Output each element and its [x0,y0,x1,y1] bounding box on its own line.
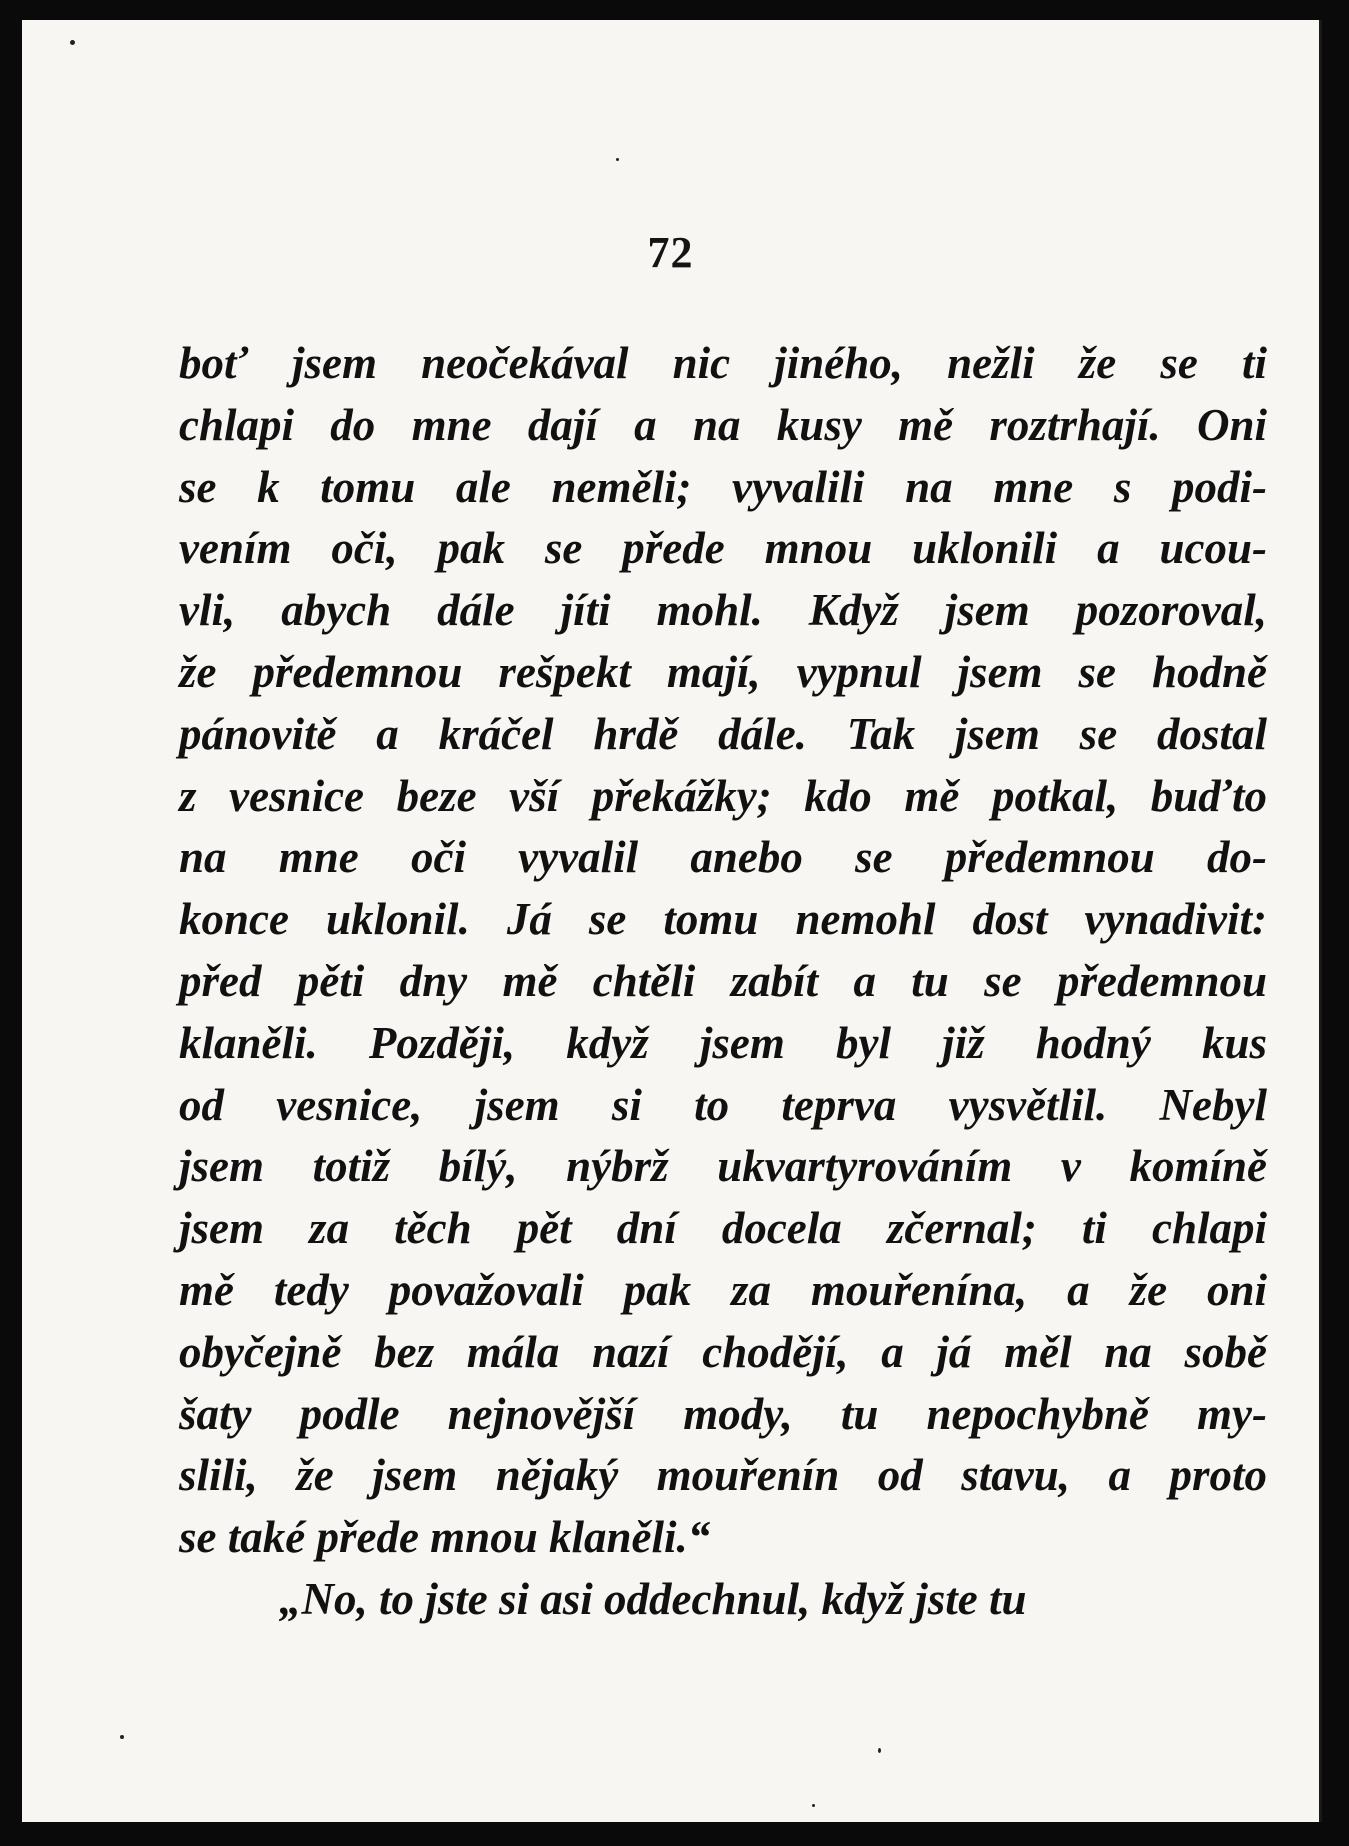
text-line-11: před pěti dny mě chtěli zabít a tu se předemnou [179,955,1267,1006]
text-line-7: pánovitě a kráčel hrdě dále. Tak jsem se dostal [179,708,1267,759]
text-line-6: že předemnou rešpekt mají, vypnul jsem se hodně [179,646,1267,697]
text-line-4: vením oči, pak se přede mnou uklonili a ucou- [179,523,1267,574]
body-text [179,333,1267,1631]
scan-speck [616,158,619,161]
text-line-18: šaty podle nejnovější mody, tu nepochybně my- [179,1388,1267,1439]
scan-speck [878,1748,881,1753]
text-line-12: klaněli. Později, když jsem byl již hodný kus [179,1017,1267,1068]
text-line-9: na mne oči vyvalil anebo se předemnou do- [179,832,1267,883]
text-line-19: slili, že jsem nějaký mouřenín od stavu, a proto [179,1450,1267,1501]
scan-speck [120,1735,124,1739]
scan-speck [70,40,75,45]
page-number: 72 [647,228,694,277]
scan-speck [812,1804,815,1807]
text-line-3: se k tomu ale neměli; vyvalili na mne s podi- [179,461,1267,512]
text-line-15: jsem za těch pět dní docela zčernal; ti chlapi [179,1203,1267,1254]
text-line-14: jsem totiž bílý, nýbrž ukvartyrováním v komíně [179,1141,1267,1192]
text-line-13: od vesnice, jsem si to teprva vysvětlil. Nebyl [179,1079,1267,1130]
book-page [22,20,1322,1822]
text-line-17: obyčejně bez mála nazí chodějí, a já měl na sobě [179,1326,1267,1377]
text-line-2: chlapi do mne dají a na kusy mě roztrhají. Oni [179,399,1267,450]
text-line-20: se také přede mnou klaněli.“ [179,1512,711,1563]
text-line-1: boť jsem neočekával nic jiného, nežli že se ti [179,338,1267,388]
text-line-16: mě tedy považovali pak za mouřenína, a že oni [179,1264,1267,1315]
text-line-21: „No, to jste si asi oddechnul, když jste tu [279,1573,1027,1624]
text-line-5: vli, abych dále jíti mohl. Když jsem pozoroval, [179,585,1267,636]
text-line-8: z vesnice beze vší překážky; kdo mě potkal, buďto [179,770,1267,821]
text-line-10: konce uklonil. Já se tomu nemohl dost vynadivit: [179,894,1267,945]
